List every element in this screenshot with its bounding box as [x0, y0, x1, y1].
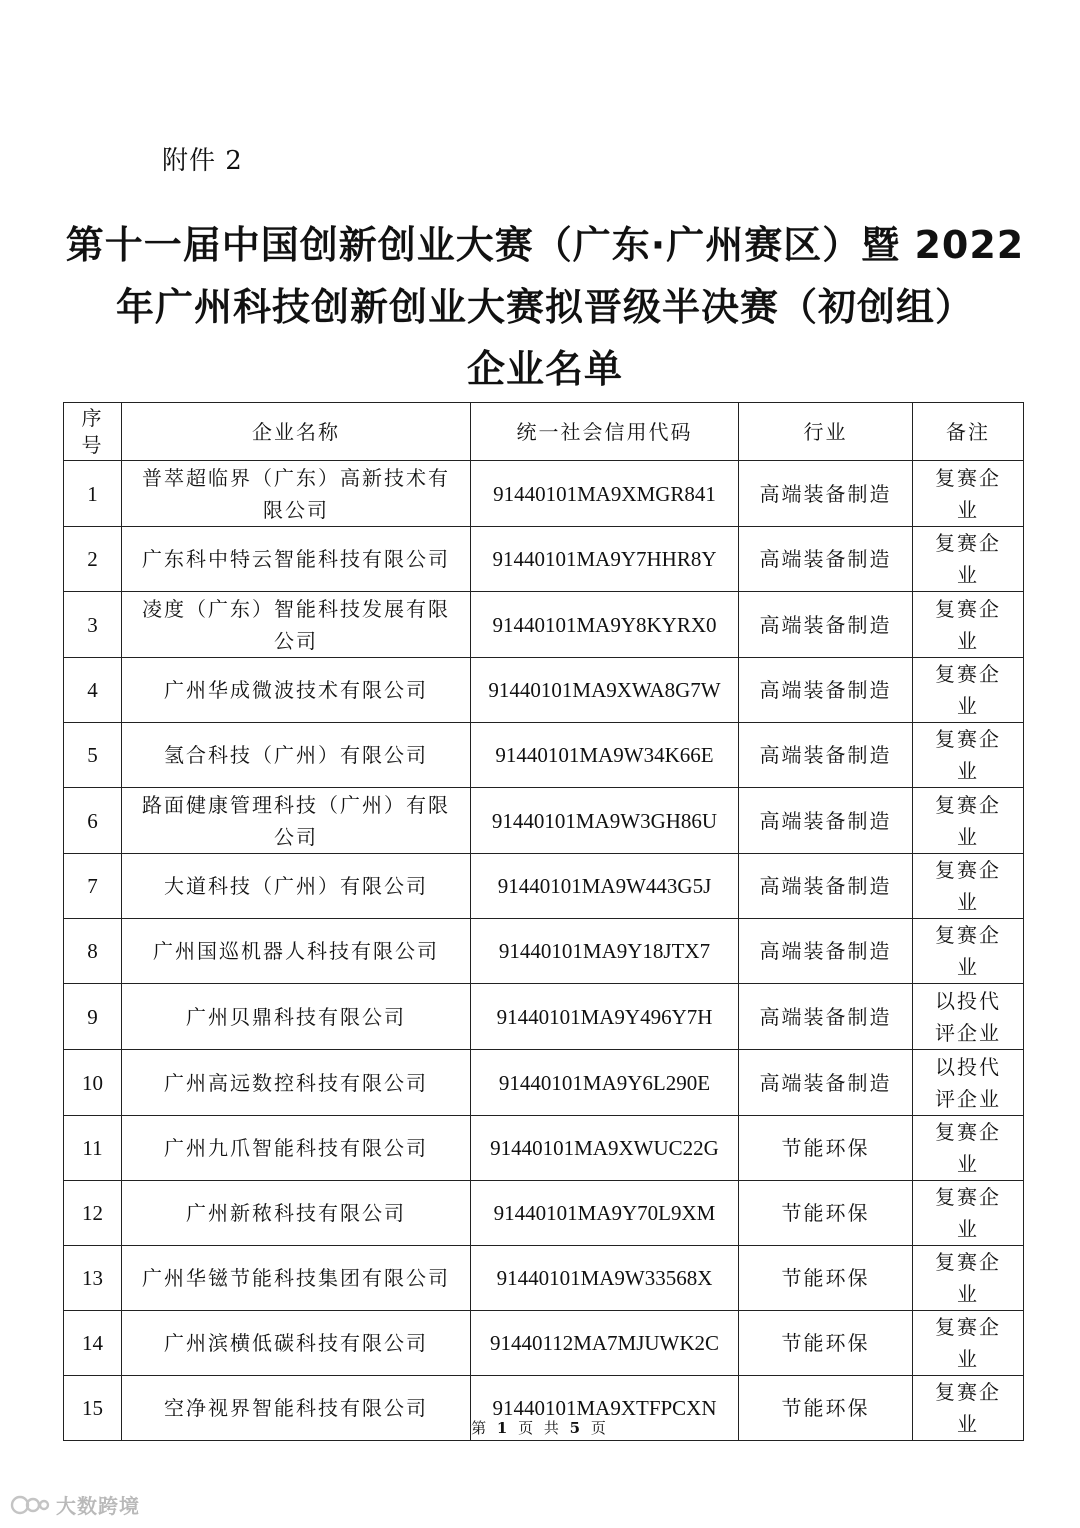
cell-credit-code: 91440101MA9W34K66E [471, 723, 739, 788]
cell-note: 复赛企业 [913, 788, 1024, 854]
cell-note: 复赛企业 [913, 592, 1024, 658]
cell-industry: 节能环保 [739, 1311, 913, 1376]
cell-industry: 节能环保 [739, 1181, 913, 1246]
cell-industry: 高端装备制造 [739, 658, 913, 723]
cell-note: 复赛企业 [913, 1116, 1024, 1181]
cell-note: 复赛企业 [913, 461, 1024, 527]
cell-seq: 13 [64, 1246, 122, 1311]
header-seq-line-2: 号 [81, 432, 104, 457]
table-row [64, 1246, 1024, 1311]
cell-enterprise-name: 广州华成微波技术有限公司 [122, 658, 471, 723]
footer-total-pages: 5 [569, 1419, 584, 1437]
cell-credit-code: 91440101MA9Y8KYRX0 [471, 592, 739, 658]
enterprise-list-table [63, 402, 1024, 1441]
cell-credit-code: 91440101MA9XWA8G7W [471, 658, 739, 723]
table-row [64, 527, 1024, 592]
cell-credit-code: 91440101MA9Y70L9XM [471, 1181, 739, 1246]
table-row [64, 1311, 1024, 1376]
cell-enterprise-name: 广州国巡机器人科技有限公司 [122, 919, 471, 984]
cell-note: 复赛企业 [913, 723, 1024, 788]
cell-credit-code: 91440101MA9XWUC22G [471, 1116, 739, 1181]
cell-credit-code: 91440101MA9Y6L290E [471, 1050, 739, 1116]
cell-enterprise-name: 空净视界智能科技有限公司 [122, 1376, 471, 1441]
cell-industry: 高端装备制造 [739, 854, 913, 919]
cell-credit-code: 91440101MA9XMGR841 [471, 461, 739, 527]
cell-seq: 10 [64, 1050, 122, 1116]
cell-industry: 高端装备制造 [739, 919, 913, 984]
table-row [64, 854, 1024, 919]
cell-seq: 7 [64, 854, 122, 919]
table-row [64, 592, 1024, 658]
table-row [64, 984, 1024, 1050]
cell-industry: 高端装备制造 [739, 461, 913, 527]
cell-credit-code: 91440101MA9W33568X [471, 1246, 739, 1311]
cell-industry: 高端装备制造 [739, 984, 913, 1050]
header-credit-code: 统一社会信用代码 [471, 403, 739, 461]
table-row [64, 658, 1024, 723]
cell-seq: 14 [64, 1311, 122, 1376]
cell-seq: 6 [64, 788, 122, 854]
cell-enterprise-name: 普萃超临界（广东）高新技术有限公司 [122, 461, 471, 527]
table-header-row [64, 403, 1024, 461]
footer-current-page: 1 [496, 1419, 511, 1437]
cell-note: 复赛企业 [913, 919, 1024, 984]
cell-note: 复赛企业 [913, 1246, 1024, 1311]
cell-seq: 3 [64, 592, 122, 658]
table-row [64, 723, 1024, 788]
cell-credit-code: 91440101MA9W443G5J [471, 854, 739, 919]
cell-note: 以投代评企业 [913, 984, 1024, 1050]
cell-seq: 9 [64, 984, 122, 1050]
table-row [64, 1050, 1024, 1116]
cell-seq: 2 [64, 527, 122, 592]
cell-note: 复赛企业 [913, 1311, 1024, 1376]
watermark [10, 1490, 140, 1519]
attachment-label: 附件 2 [162, 146, 243, 176]
cell-credit-code: 91440101MA9Y18JTX7 [471, 919, 739, 984]
cell-industry: 高端装备制造 [739, 723, 913, 788]
footer-prefix: 第 [471, 1419, 490, 1437]
cell-industry: 高端装备制造 [739, 1050, 913, 1116]
cell-enterprise-name: 氢合科技（广州）有限公司 [122, 723, 471, 788]
cell-enterprise-name: 广州新秾科技有限公司 [122, 1181, 471, 1246]
header-seq [64, 403, 122, 461]
cell-industry: 高端装备制造 [739, 788, 913, 854]
watermark-text: 大数跨境 [56, 1494, 140, 1518]
title-line-2: 年广州科技创新创业大赛拟晋级半决赛（初创组） [115, 285, 974, 329]
cell-enterprise-name: 路面健康管理科技（广州）有限公司 [122, 788, 471, 854]
cell-credit-code: 91440101MA9W3GH86U [471, 788, 739, 854]
cell-note: 复赛企业 [913, 1376, 1024, 1441]
cell-note: 复赛企业 [913, 658, 1024, 723]
footer-suffix: 页 [590, 1419, 609, 1437]
cell-credit-code: 91440101MA9Y7HHR8Y [471, 527, 739, 592]
cell-note: 复赛企业 [913, 1181, 1024, 1246]
table-row [64, 1116, 1024, 1181]
cell-enterprise-name: 广州九爪智能科技有限公司 [122, 1116, 471, 1181]
cell-credit-code: 91440112MA7MJUWK2C [471, 1311, 739, 1376]
table-row [64, 788, 1024, 854]
title-line-3: 企业名单 [466, 347, 623, 391]
cell-note: 复赛企业 [913, 527, 1024, 592]
footer-middle: 页 共 [518, 1419, 562, 1437]
cell-enterprise-name: 广州华镃节能科技集团有限公司 [122, 1246, 471, 1311]
title-line-1: 第十一届中国创新创业大赛（广东·广州赛区）暨 2022 [65, 223, 1025, 267]
cell-industry: 节能环保 [739, 1116, 913, 1181]
cell-seq: 4 [64, 658, 122, 723]
cell-seq: 12 [64, 1181, 122, 1246]
cell-enterprise-name: 广州贝鼎科技有限公司 [122, 984, 471, 1050]
cell-note: 复赛企业 [913, 854, 1024, 919]
cell-enterprise-name: 凌度（广东）智能科技发展有限公司 [122, 592, 471, 658]
cell-industry: 高端装备制造 [739, 592, 913, 658]
cell-credit-code: 91440101MA9XTFPCXN [471, 1376, 739, 1441]
header-industry: 行业 [739, 403, 913, 461]
header-enterprise-name: 企业名称 [122, 403, 471, 461]
page-footer [0, 1417, 1080, 1438]
document-title [40, 214, 1050, 400]
cell-enterprise-name: 广州滨横低碳科技有限公司 [122, 1311, 471, 1376]
cell-seq: 15 [64, 1376, 122, 1441]
table-row [64, 919, 1024, 984]
header-seq-line-1: 序 [81, 405, 104, 430]
cell-enterprise-name: 广东科中特云智能科技有限公司 [122, 527, 471, 592]
table-body [64, 461, 1024, 1441]
cell-enterprise-name: 广州高远数控科技有限公司 [122, 1050, 471, 1116]
table-row [64, 461, 1024, 527]
cell-note: 以投代评企业 [913, 1050, 1024, 1116]
cell-seq: 1 [64, 461, 122, 527]
cell-seq: 5 [64, 723, 122, 788]
table-row [64, 1181, 1024, 1246]
cell-enterprise-name: 大道科技（广州）有限公司 [122, 854, 471, 919]
watermark-logo-icon [10, 1493, 50, 1517]
cell-seq: 11 [64, 1116, 122, 1181]
cell-industry: 高端装备制造 [739, 527, 913, 592]
cell-credit-code: 91440101MA9Y496Y7H [471, 984, 739, 1050]
cell-seq: 8 [64, 919, 122, 984]
cell-industry: 节能环保 [739, 1246, 913, 1311]
cell-industry: 节能环保 [739, 1376, 913, 1441]
header-note: 备注 [913, 403, 1024, 461]
